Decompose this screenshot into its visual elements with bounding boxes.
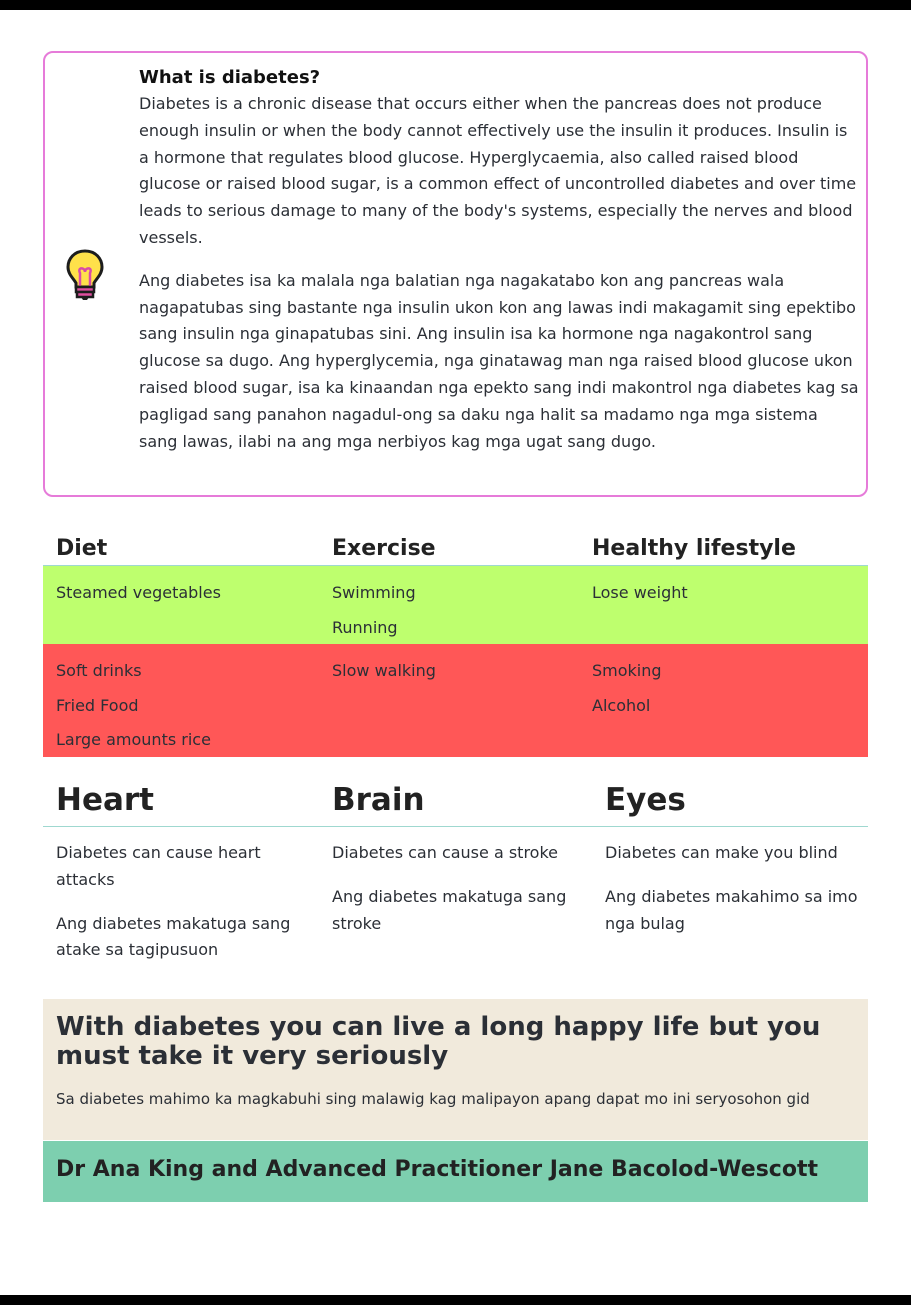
list-item: Lose weight: [592, 583, 688, 602]
good-lifestyle-cell: [592, 576, 688, 611]
header-exercise: Exercise: [332, 536, 436, 561]
list-item: Running: [332, 617, 398, 637]
list-item: Soft drinks: [56, 661, 142, 680]
info-paragraph-hiligaynon: Ang diabetes isa ka malala nga balatian nga nagakatabo kon ang pancreas wala nagapatubas sing bastante nga insulin ukon kon ang lawas indi makagamit sing epektibo sang insulin nga ginapatubas sini. Ang insulin isa ka hormone nga nagakontrol sang glucose sa dugo. Ang hyperglycemia, nga ginatawag man nga raised blood glucose ukon raised blood sugar, isa ka kinaandan nga epekto sang indi makontrol nga diabetes kag sa pagligad sang panahon nagadul-ong sa daku nga halit sa madamo nga mga sistema sang lawas, ilabi na ang mga nerbiyos kag mga ugat sang dugo.: [139, 270, 859, 451]
document-page: [0, 10, 911, 1295]
brain-english: Diabetes can cause a stroke: [332, 843, 558, 862]
brain-hiligaynon: Ang diabetes makatuga sang stroke: [332, 886, 567, 933]
table-header-row: [43, 522, 868, 566]
brain-text: [332, 840, 592, 937]
heart-english: Diabetes can cause heart attacks: [56, 843, 261, 889]
heart-text: [56, 840, 316, 964]
header-healthy-lifestyle: Healthy lifestyle: [592, 536, 796, 561]
eyes-text: [605, 840, 865, 937]
eyes-hiligaynon: Ang diabetes makahimo sa imo nga bulag: [605, 886, 858, 933]
authors-text: Dr Ana King and Advanced Practitioner Jane Bacolod-Wescott: [56, 1157, 818, 1182]
authors-banner: [43, 1141, 868, 1202]
list-item: Slow walking: [332, 661, 436, 680]
organ-header-row: [43, 778, 868, 827]
bad-lifestyle-cell: [592, 654, 662, 723]
callout-subtitle: Sa diabetes mahimo ka magkabuhi sing malawig kag malipayon apang dapat mo ini seryosohon gid: [56, 1090, 810, 1108]
header-diet: Diet: [56, 536, 108, 561]
bad-diet-cell: [56, 654, 211, 758]
header-eyes: Eyes: [605, 782, 686, 818]
good-exercise-cell: [332, 576, 416, 645]
info-title: What is diabetes?: [139, 67, 321, 88]
lightbulb-icon: [65, 249, 105, 301]
eyes-english: Diabetes can make you blind: [605, 843, 838, 862]
bad-exercise-cell: [332, 654, 436, 689]
what-is-diabetes-box: [43, 51, 868, 497]
good-choices-row: [43, 566, 868, 644]
list-item: Steamed vegetables: [56, 583, 221, 602]
header-heart: Heart: [56, 782, 154, 818]
callout-box: [43, 999, 868, 1140]
good-diet-cell: [56, 576, 221, 611]
bad-choices-row: [43, 644, 868, 757]
list-item: Smoking: [592, 661, 662, 680]
list-item: Alcohol: [592, 695, 651, 715]
list-item: Fried Food: [56, 695, 139, 715]
header-brain: Brain: [332, 782, 425, 818]
callout-title: With diabetes you can live a long happy life but you must take it very seriously: [56, 1012, 821, 1071]
list-item: Large amounts rice: [56, 730, 211, 749]
heart-hiligaynon: Ang diabetes makatuga sang atake sa tagipusuon: [56, 913, 291, 960]
info-paragraph-english: Diabetes is a chronic disease that occurs either when the pancreas does not produce enough insulin or when the body cannot effectively use the insulin it produces. Insulin is a hormone that regulates blood glucose. Hyperglycaemia, also called raised blood glucose or raised blood sugar, is a common effect of uncontrolled diabetes and over time leads to serious damage to many of the body's systems, especially the nerves and blood vessels.: [139, 94, 857, 247]
list-item: Swimming: [332, 583, 416, 602]
